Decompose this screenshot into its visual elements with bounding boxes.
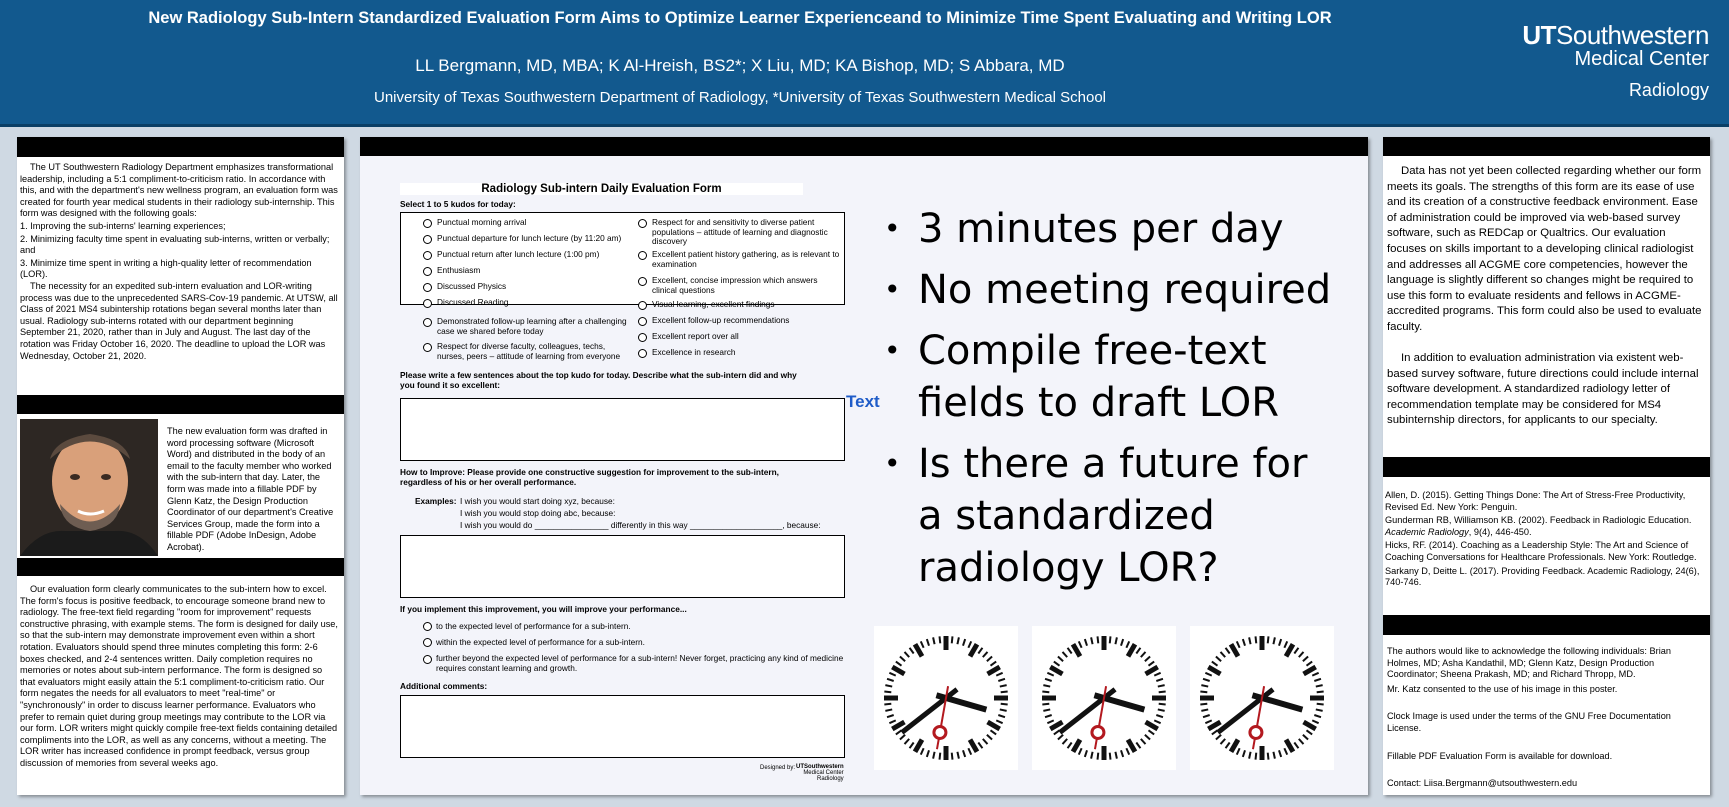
kudo-option: Visual learning, excellent findings [652,299,775,309]
kudo-option: Excellent follow-up recommendations [652,315,790,325]
kudo-option: Discussed Physics [437,281,507,291]
kudo-radio[interactable] [423,251,432,260]
small-logo [796,764,844,782]
reference-item: Sarkany D, Deitte L. (2017). Providing Feedback. Academic Radiology, 24(6), 740-746. [1385,565,1700,588]
example-item: I wish you would do ________________ differently in this way ____________________, because: [460,520,821,530]
intro-text: The UT Southwestern Radiology Department emphasizes transformational leadership, including a 5:1 compliment-to-criticism ratio. In accordance with this, and with the department's new wellness program, an evaluation form was created for fourth year medical students in their radiology sub-internship. This form was designed with the following goals: [20,162,338,219]
reference-text: Gunderman RB, Williamson KB. (2002). Feedback in Radiologic Education. [1385,515,1692,526]
kudo-radio[interactable] [638,301,647,310]
clock-image [1190,626,1334,770]
consent-text: Mr. Katz consented to the use of his image in this poster. [1387,684,1618,694]
kudo-option: Punctual morning arrival [437,217,527,227]
level-option: to the expected level of performance for a sub-intern. [436,621,631,631]
section-bar [17,395,344,414]
reference-item [1385,515,1707,538]
form-title: Radiology Sub-intern Daily Evaluation Form [400,183,803,195]
photo-caption: The new evaluation form was drafted in word processing software (Microsoft Word) and distributed in the body of an email to the faculty member who worked with the sub-intern that day. Later, the form was made into a fillable PDF by Glenn Katz, the Design Production Coordinator of our department's Creative Services Group, made the form into a fillable PDF (Adobe InDesign, Adobe Acrobat). [167,426,334,552]
acknowledgement-text: The authors would like to acknowledge the following individuals: Brian Holmes, MD; Asha Kandathil, MD; Glenn Katz, Design Production Coordinator; Sheena Prakash, MD; and Richard Thropp, MD. [1387,646,1671,680]
kudo-radio[interactable] [423,235,432,244]
kudo-option: Demonstrated follow-up learning after a challenging case we shared before today [437,316,627,336]
section-bar [17,137,344,157]
small-logo-line: Radiology [816,776,844,782]
kudo-option: Respect for diverse faculty, colleagues, techs, nurses, peers – attitude of learning from everyone [437,341,621,361]
kudo-option: Discussed Reading [437,297,509,307]
kudo-option: Enthusiasm [437,265,481,275]
reference-journal: Academic Radiology [1385,526,1469,537]
discussion-text: Our evaluation form clearly communicates to the sub-intern how to excel. The form's focus is positive feedback, to encourage someone brand new to radiology. The free-text field regarding "room for improvement" requests constructive phrasing, with example stems. The form is designed for daily use, so that the sub-intern may demonstrate improvement even within a short rotation. Evaluators should spend three minutes completing this form: 2-6 boxes checked, and 2-4 sentences written. Daily completion requires no memories or notes about sub-intern performance. The form is designed so that evaluators might easily attain the 5:1 compliment-to-criticism ratio. Our form negates the needs for all evaluators to meet "real-time" or "synchronously" in order to discuss learner performance. Evaluators who prefer to remain quiet during group meetings may contribute to the LOR via our form. LOR writers might quickly compile free-text fields containing detailed compliments into the LOR, as well as any concerns, without a meeting. The LOR writer has increased confidence in prompt feedback, versus group discussion of memories from several weeks ago. [20,584,338,768]
kudo-option: Excellent patient history gathering, as is relevant to examination [652,249,840,269]
kudo-radio[interactable] [423,219,432,228]
kudo-radio[interactable] [423,283,432,292]
kudo-radio[interactable] [638,349,647,358]
sentences-prompt: Please write a few sentences about the top kudo for today. Describe what the sub-intern did and why you found it so excellent: [400,370,797,390]
section-bar [1383,137,1710,156]
reference-item: Allen, D. (2015). Getting Things Done: The Art of Stress-Free Productivity, Revised Ed. New York: Penguin. [1385,490,1686,512]
comments-field[interactable] [400,695,845,758]
necessity-text: The necessity for an expedited sub-intern evaluation and LOR-writing process was due to the unprecedented SARS-Cov-19 pandemic. At UTSW, all Class of 2021 MS4 subintership rotations began several months later than usual. Radiology sub-interns rotated with our department beginning September 21, 2020, rather than in July and August. The last day of the rotation was Friday October 16, 2020. The deadline to upload the LOR was Wednesday, October 21, 2020. [20,280,338,361]
highlight-item: • 3 minutes per day [870,203,1340,255]
reference-item: Hicks, RF. (2014). Coaching as a Leadership Style: The Art and Science of Coaching Conversations for Healthcare Professionals. New York: Routledge. [1385,540,1697,562]
contact-email[interactable]: Contact: Liisa.Bergmann@utsouthwestern.edu [1387,778,1578,788]
select-prompt: Select 1 to 5 kudos for today: [400,199,516,209]
goal-item: 2. Minimizing faculty time spent in evaluating sub-interns, written or verbally; and [20,233,330,256]
section-bar [17,558,344,576]
comments-label: Additional comments: [400,681,488,691]
poster-affiliation: University of Texas Southwestern Department of Radiology, *University of Texas Southwestern Medical School [373,89,1107,106]
kudo-option: Punctual departure for lunch lecture (by 11:20 am) [437,233,622,243]
example-item: I wish you would stop doing abc, because: [460,508,616,518]
highlights-list [870,203,1340,603]
section-bar [1383,457,1710,477]
kudo-description-field[interactable] [400,398,845,461]
logo-medical-center: Medical Center [1574,48,1709,70]
logo-southwestern: Southwestern [1556,20,1709,50]
improve-prompt: How to Improve: Please provide one constructive suggestion for improvement to the sub-intern, regardless of his or her overall performance. [400,467,779,487]
kudo-radio[interactable] [423,318,432,327]
implement-prompt: If you implement this improvement, you will improve your performance... [400,604,687,614]
left-column [17,137,344,795]
level-option: further beyond the expected level of performance for a sub-intern! Never forget, practicing any kind of medicine requires constant learning and growth. [436,653,844,673]
example-item: I wish you would start doing xyz, because: [460,496,615,506]
intro-section [20,162,338,362]
kudo-radio[interactable] [638,317,647,326]
author-photo [20,419,158,556]
clock-image [1032,626,1176,770]
references [1385,490,1707,589]
small-logo-line: UTSouthwestern [796,764,844,770]
highlight-item: • Is there a future for a standardized radiology LOR? [870,438,1340,594]
improvement-field[interactable] [400,535,845,598]
kudo-option: Excellent report over all [652,331,739,341]
future-directions-text: In addition to evaluation administration via existent web-based survey software, future directions could include internal software development. A standardized radiology letter of recommendation template may be considered for MS4 subinternship directors, for applicants to our specialty. [1387,352,1699,427]
logo-ut: UT [1522,20,1557,50]
logo-radiology: Radiology [1628,80,1709,100]
kudo-option: Excellence in research [652,347,736,357]
section-bar [1383,615,1710,635]
highlight-item: • Compile free-text fields to draft LOR [870,325,1340,429]
kudo-option: Respect for and sensitivity to diverse patient populations – attitude of learning and diagnostic discovery [652,217,828,246]
highlight-item: • No meeting required [870,264,1340,316]
kudo-radio[interactable] [423,267,432,276]
level-radio[interactable] [423,622,432,631]
conclusion-text: Data has not yet been collected regarding whether our form meets its goals. The strengths of this form are its ease of use and its creation of a constructive feedback environment. Ease of administration could be improved via web-based survey software, such as REDCap or Qualtrics. Our evaluation focuses on skills important to a developing clinical radiologist and addresses all ACGME core competencies, however the language is slightly different so changes might be required to use this form to evaluate residents and fellows in ACGME-accredited programs. This form could also be used to evaluate faculty. [1387,165,1702,333]
clock-image [874,626,1018,770]
level-radio[interactable] [423,655,432,664]
clock-license-text: Clock Image is used under the terms of the GNU Free Documentation License. [1387,711,1671,733]
section-bar [360,137,1368,156]
level-option: within the expected level of performance for a sub-intern. [436,637,645,647]
kudo-radio[interactable] [423,299,432,308]
designed-by-label: Designed by: [760,765,796,771]
goal-item: 3. Minimize time spent in writing a high-quality letter of recommendation (LOR). [20,257,312,280]
poster-header [0,0,1729,127]
download-link[interactable]: Fillable PDF Evaluation Form is available for download. [1387,751,1613,761]
kudo-radio[interactable] [638,251,647,260]
poster-title: New Radiology Sub-Intern Standardized Evaluation Form Aims to Optimize Learner Experienceand to Minimize Time Spent Evaluating and Writing LOR [148,9,1332,27]
kudo-radio[interactable] [423,343,432,352]
level-radio[interactable] [423,638,432,647]
goal-item: 1. Improving the sub-interns' learning experiences; [20,220,226,231]
reference-tail: , 9(4), 446-450. [1468,526,1532,537]
middle-column [360,137,1368,795]
poster-authors: LL Bergmann, MD, MBA; K Al-Hreish, BS2*; X Liu, MD; KA Bishop, MD; S Abbara, MD [415,56,1065,75]
utsw-logo [1522,22,1709,101]
examples-label: Examples: [415,496,457,506]
text-label: Text [846,392,880,411]
kudo-option: Punctual return after lunch lecture (1:00 pm) [437,249,600,259]
kudo-radio[interactable] [638,333,647,342]
kudo-radio[interactable] [638,277,647,286]
kudo-option: Excellent, concise impression which answers clinical questions [652,275,818,295]
small-logo-line: Medical Center [803,770,844,776]
kudo-radio[interactable] [638,219,647,228]
right-column [1383,137,1710,795]
